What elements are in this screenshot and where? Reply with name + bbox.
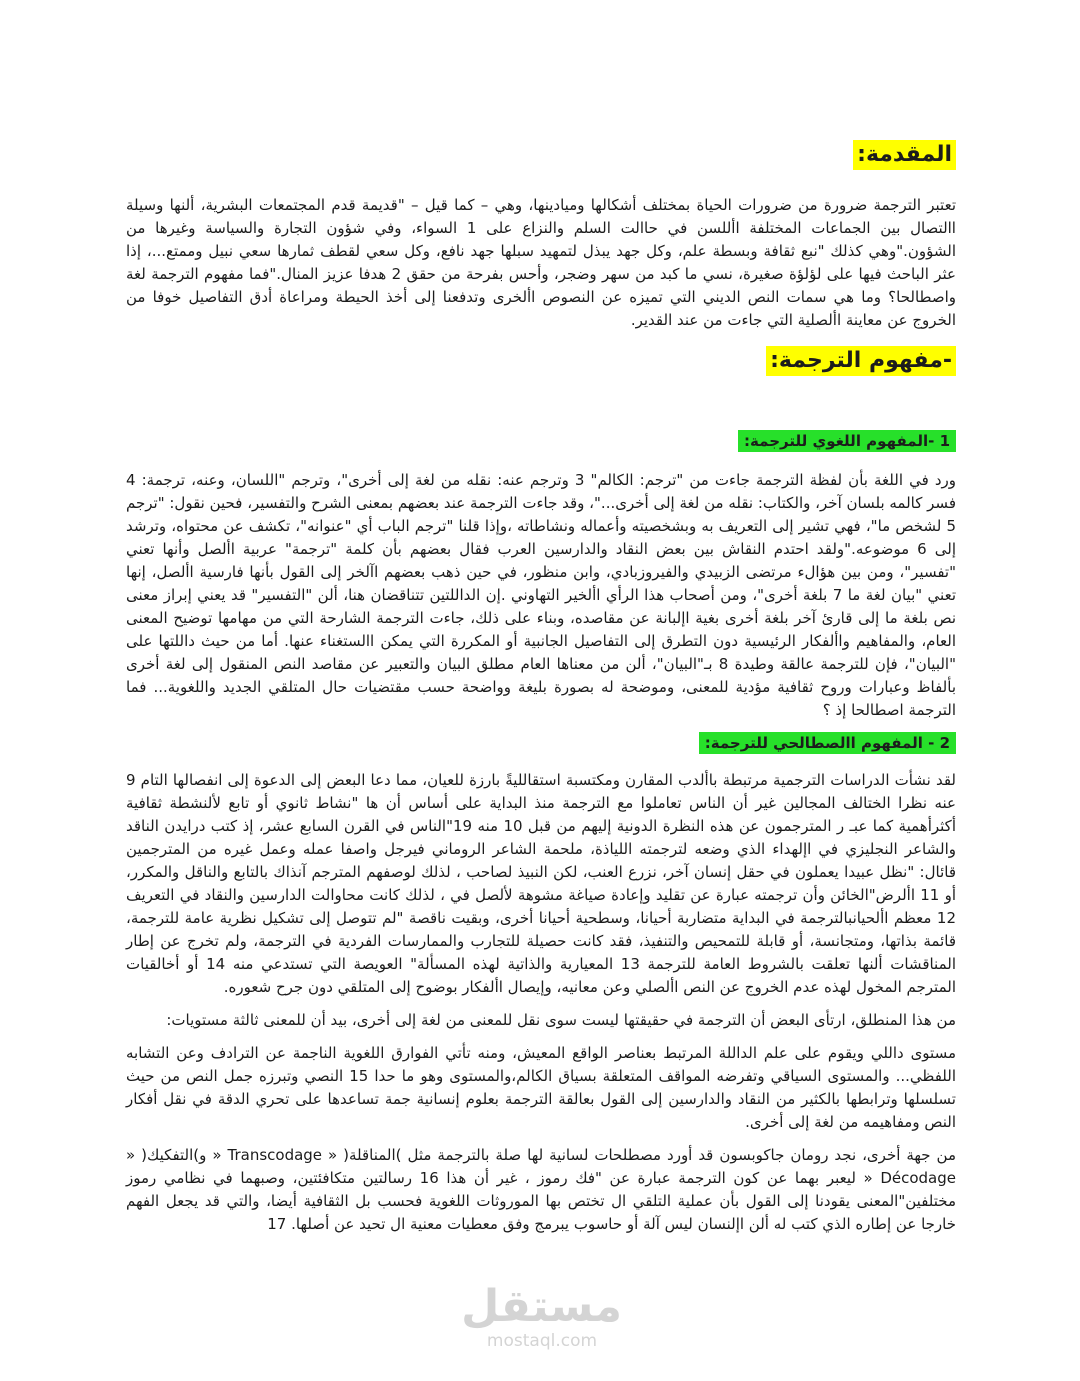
linguistic-heading-row xyxy=(126,430,956,453)
intro-paragraph: تعتبر الترجمة ضرورة من ضرورات الحياة بمختلف أشكالها وميادينها، وهي – كما قيل – "قديمة قدم المجتمعات البشرية، ألنها وسيلة االتصال بين الجماعات المختلفة األلسن في حاالت السلم والنزاع على 1 السواء، وفي شؤون التجارة والسياسة وغيرها من الشؤون."وهي كذلك "نبع ثقافة وبسطة علم، وكل جهد يبذل لتمهيد سبلها جهد نافع، وكل سعي لقطف ثمارها سعي نبيل وممتع...، إذا عثر الباحث فيها على لؤلؤة صغيرة، نسي ما كبد من سهر وضجر، وأحس بفرحة من حقق 2 هدفا عزيز المنال."فما مفهوم الترجمة لغة واصطالحا؟ وما هي سمات النص الديني التي تميزه عن النصوص األخرى وتدفعنا إلى أخذ الحيطة ومراعاة أدق التفاصيل خوفا من الخروج عن معاينة األصلية التي جاءت من عند القدير. xyxy=(126,196,956,329)
terminological-paragraph-3: مستوى داللي ويقوم على علم الداللة المرتبط بعناصر الواقع المعيش، ومنه تأتي الفوارق اللغوية الناجمة عن الترادف وعن التشابه اللفظي... والمستوى السياقي وتفرضه المواقف المتعلقة بسياق الكالم،والمستوى وهو ما حدا 15 النصي وتبرزه جمل النص من حيث تسلسلها وترابطها بالكثير من النقاد والدارسين إلى القول بعالقة الترجمة بعلوم إنسانية جمة تساعدها على تحري الدقة في نقل أفكار النص ومفاهيمه من لغة إلى أخرى. xyxy=(126,1044,956,1131)
concept-heading: -مفهوم الترجمة: xyxy=(766,346,956,376)
terminological-paragraph-4: من جهة أخرى، نجد رومان جاكوبسون قد أورد مصطلحات لسانية لها صلة بالترجمة مثل )المناقلة( « Transcodage « و)التفكيك( « Décodage « ليعبر بهما عن كون الترجمة عبارة عن "فك رموز ، غير أن هذا 16 رسالتين متكافئتين، وصبهما في نظامي رموز مختلفين"المعنى يقودنا إلى القول بأن عملية التلقي ال تختص بها الموروثات اللغوية فحسب بل الثقافية أيضا، والتي قد يجعل الفهم خارجا عن إطاره الذي كتب له ألن اإلنسان ليس آلة أو حاسوب يبرمج وفق معطيات معنية ال تحيد عن أصلها. 17 xyxy=(126,1146,956,1233)
watermark-arabic: مستقل xyxy=(461,1281,622,1332)
terminological-heading-row xyxy=(126,732,956,755)
linguistic-paragraph: ورد في اللغة بأن لفظة الترجمة جاءت من "ترجم: الكالم" 3 وترجم عنه: نقله من لغة إلى أخرى"، وترجم "اللسان، وعنه، ترجمة: 4 فسر كالمه بلسان آخر، والكتاب: نقله من لغة إلى أخرى..."، وقد جاءت الترجمة عند بعضهم بمعنى الشرح والتفسير، فحين نقول: "ترجم 5 لشخص ما"، فهي تشير إلى التعريف به وبشخصيته وأعماله ونشاطاته ،وإذا قلنا "ترجم الباب أي "عنوانه"، تكشف عن محتواه، وترشد إلى 6 موضوعه."ولقد احتدم النقاش بين بعض النقاد والدارسين العرب فقال بعضهم بأن كلمة "ترجمة" عربية األصل وأنها تعني "تفسير"، ومن بين هؤالء مرتضى الزبيدي والفيروزبادي، وابن منظور، في حين ذهب بعضهم اآلخر إلى القول بأنها فارسية األصل، إنها تعني "بيان لغة ما 7 بلغة أخرى"، ومن أصحاب هذا الرأي األخير التهاوني .إن الداللتين تتناقضان هنا، ألن "التفسير" قد يعني إبراز معنى نص بلغة ما إلى قارئ آخر بلغة أخرى بغية اإلبانة عن مقاصده، وبناء على ذلك، جاءت الترجمة الشارحة التي من مهامها توضيح المعنى العام، والمفاهيم واألفكار الرئيسية دون التطرق إلى التفاصيل الجانبية أو المكررة التي يمكن االستغناء عنها. أما من حيث داللتها على "البيان"، فإن للترجمة عالقة وطيدة 8 بـ"البيان"، ألن من معناها العام مطلق البيان والتعبير عن مقاصد النص المنقول إلى لغة أخرى بألفاظ وعبارات وروح ثقافية مؤدية للمعنى، وموضحة له بصورة بليغة وواضحة حسب مقتضيات حال المتلقي الجديد واللغوية... فما الترجمة اصطالحا إذ ؟ xyxy=(126,471,956,719)
terminological-paragraph-1: لقد نشأت الدراسات الترجمية مرتبطة باألدب المقارن ومكتسبة استقالليةً بارزة للعيان، مما دعا البعض إلى الدعوة إلى انفصالها التام 9 عنه نظرا الختالف المجالين غير أن الناس تعاملوا مع الترجمة منذ البداية على أساس أن ها "نشاط ثانوي أو تابع لألنشطة ثقافية أكثرأهمية كما عبـ ر المترجمون عن هذه النظرة الدونية إليهم من قبل 10 منه 19"الناس في القرن السابع عشر، إذ كتب درايدن الناقد والشاعر النجليزي في اإلهداء الذي وضعه لترجمته اللياذة، ملحمة الشاعر الروماني فيرجل واصفا عمله وعمل غيره من المترجمين قائال: "نظل عبيدا يعملون في حقل إنسان آخر، نزرع العنب، لكن النبيذ لصاحب ، لذلك لوصفهم المترجم آنذاك بالتابع والناقل والمكرر، أو 11 األرض"الخائن وأن ترجمته عبارة عن تقليد وإعادة صياغة مشوهة لألصل في ، لذلك كانت محاوالت الدارسين والنقاد في التعريف 12 معظم األحيانبالترجمة في البداية متضاربة أحيانا، وسطحية أحيانا أخرى، وبقيت ناقصة "لم تتوصل إلى تشكيل نظرية عامة للترجمة، قائمة بذاتها، ومتجانسة، أو قابلة للتمحيص والتنفيذ، فقد كانت حصيلة للتجارب والممارسات الفردية في الترجمة، ولم تخرج عن إطار المناقشات ألنها تعلقت بالشروط العامة للترجمة 13 المعيارية والذاتية لهذه المسألة" العويصة التي تستدعي منه 14 أو أخالقيات المترجم المخول لهذه عدم الخروج عن النص األصلي وعن معانيه، وإيصال األفكار بوضوح إلى المتلقي دون جرح شعوره. xyxy=(126,771,957,996)
mostaql-watermark xyxy=(462,1282,622,1350)
terminological-paragraph-2: من هذا المنطلق، ارتأى البعض أن الترجمة في حقيقتها ليست سوى نقل للمعنى من لغة إلى أخرى، بيد أن للمعنى ثالثة مستويات: xyxy=(166,1011,956,1029)
watermark-latin: mostaql.com xyxy=(486,1331,598,1351)
terminological-heading: 2 - المفهوم االصطالحي للترجمة: xyxy=(699,732,956,754)
linguistic-heading: 1 -المفهوم اللغوي للترجمة: xyxy=(738,430,956,452)
intro-heading: المقدمة: xyxy=(853,140,956,170)
document-page xyxy=(126,130,956,1236)
concept-heading-row xyxy=(126,346,956,376)
intro-heading-row xyxy=(126,140,956,170)
